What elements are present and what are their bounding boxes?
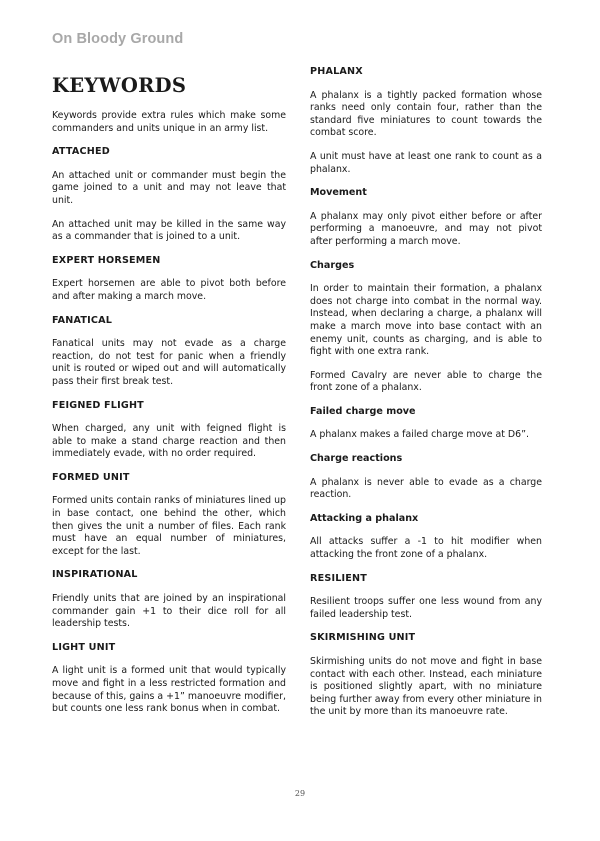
- subheading: Charges: [310, 259, 355, 271]
- body-paragraph: When charged, any unit with feigned flight is able to make a stand charge reaction and then immediately evade, with no order required.: [52, 423, 286, 460]
- right-column-content: [310, 66, 542, 719]
- keyword-heading: FORMED UNIT: [52, 471, 130, 483]
- body-paragraph: Formed Cavalry are never able to charge the front zone of a phalanx.: [310, 369, 542, 394]
- subheading: Charge reactions: [310, 453, 403, 465]
- book-running-header: On Bloody Ground: [52, 31, 184, 47]
- keyword-heading: INSPIRATIONAL: [52, 569, 138, 581]
- body-paragraph: A phalanx is never able to evade as a charge reaction.: [310, 476, 542, 501]
- keyword-heading: FANATICAL: [52, 314, 113, 326]
- body-paragraph: A light unit is a formed unit that would typically move and fight in a less restricted formation and because of this, gains a +1” manoeuvre modifier, but counts one less rank bonus when in combat.: [52, 665, 286, 715]
- body-paragraph: In order to maintain their formation, a phalanx does not charge into combat in the normal way. Instead, when declaring a charge, a phalanx will make a march move into base contact with an enemy unit, counts as charging, and is able to fight with one extra rank.: [310, 283, 542, 358]
- body-paragraph: Friendly units that are joined by an inspirational commander gain +1 to their dice roll for all leadership tests.: [52, 593, 286, 630]
- page-number: 29: [294, 789, 306, 798]
- body-paragraph: Expert horsemen are able to pivot both before and after making a march move.: [52, 278, 286, 302]
- page-title: KEYWORDS: [52, 74, 187, 97]
- body-paragraph: Resilient troops suffer one less wound from any failed leadership test.: [310, 596, 542, 620]
- keyword-heading: LIGHT UNIT: [52, 641, 116, 653]
- keyword-heading: SKIRMISHING UNIT: [310, 632, 416, 644]
- body-paragraph: Keywords provide extra rules which make some commanders and units unique in an army list.: [52, 110, 286, 134]
- body-paragraph: A phalanx makes a failed charge move at D6”.: [310, 429, 529, 441]
- body-paragraph: A unit must have at least one rank to count as a phalanx.: [310, 150, 542, 175]
- keyword-heading: ATTACHED: [52, 146, 110, 158]
- body-paragraph: A phalanx may only pivot either before or after performing a manoeuvre, and may not pivot after performing a march move.: [310, 210, 542, 247]
- keyword-heading: FEIGNED FLIGHT: [52, 399, 144, 411]
- keyword-heading: RESILIENT: [310, 572, 368, 584]
- keyword-heading: EXPERT HORSEMEN: [52, 254, 161, 266]
- subheading: Attacking a phalanx: [310, 512, 419, 524]
- keyword-heading: PHALANX: [310, 66, 363, 77]
- subheading: Failed charge move: [310, 405, 416, 417]
- body-paragraph: Skirmishing units do not move and fight in base contact with each other. Instead, each miniature is positioned slightly apart, with no miniature being further away from every other miniature in the unit by more than its manoeuvre rate.: [310, 656, 542, 718]
- body-paragraph: All attacks suffer a -1 to hit modifier when attacking the front zone of a phalanx.: [310, 536, 542, 561]
- left-column: [52, 66, 286, 727]
- body-paragraph: Fanatical units may not evade as a charge reaction, do not test for panic when a friendly unit is routed or wiped out and will automatically pass their first break test.: [52, 338, 286, 387]
- left-column-content: [52, 110, 286, 716]
- body-paragraph: A phalanx is a tightly packed formation whose ranks need only contain four, rather than the standard five miniatures to count towards the combat score.: [310, 89, 542, 139]
- body-paragraph: Formed units contain ranks of miniatures lined up in base contact, one behind the other, which then gives the unit a number of files. Each rank must have an equal number of miniatures, except for the last.: [52, 495, 286, 557]
- body-paragraph: An attached unit or commander must begin the game joined to a unit and may not leave that unit.: [52, 169, 286, 206]
- right-column: [310, 66, 542, 730]
- subheading: Movement: [310, 187, 367, 199]
- body-paragraph: An attached unit may be killed in the same way as a commander that is joined to a unit.: [52, 218, 286, 243]
